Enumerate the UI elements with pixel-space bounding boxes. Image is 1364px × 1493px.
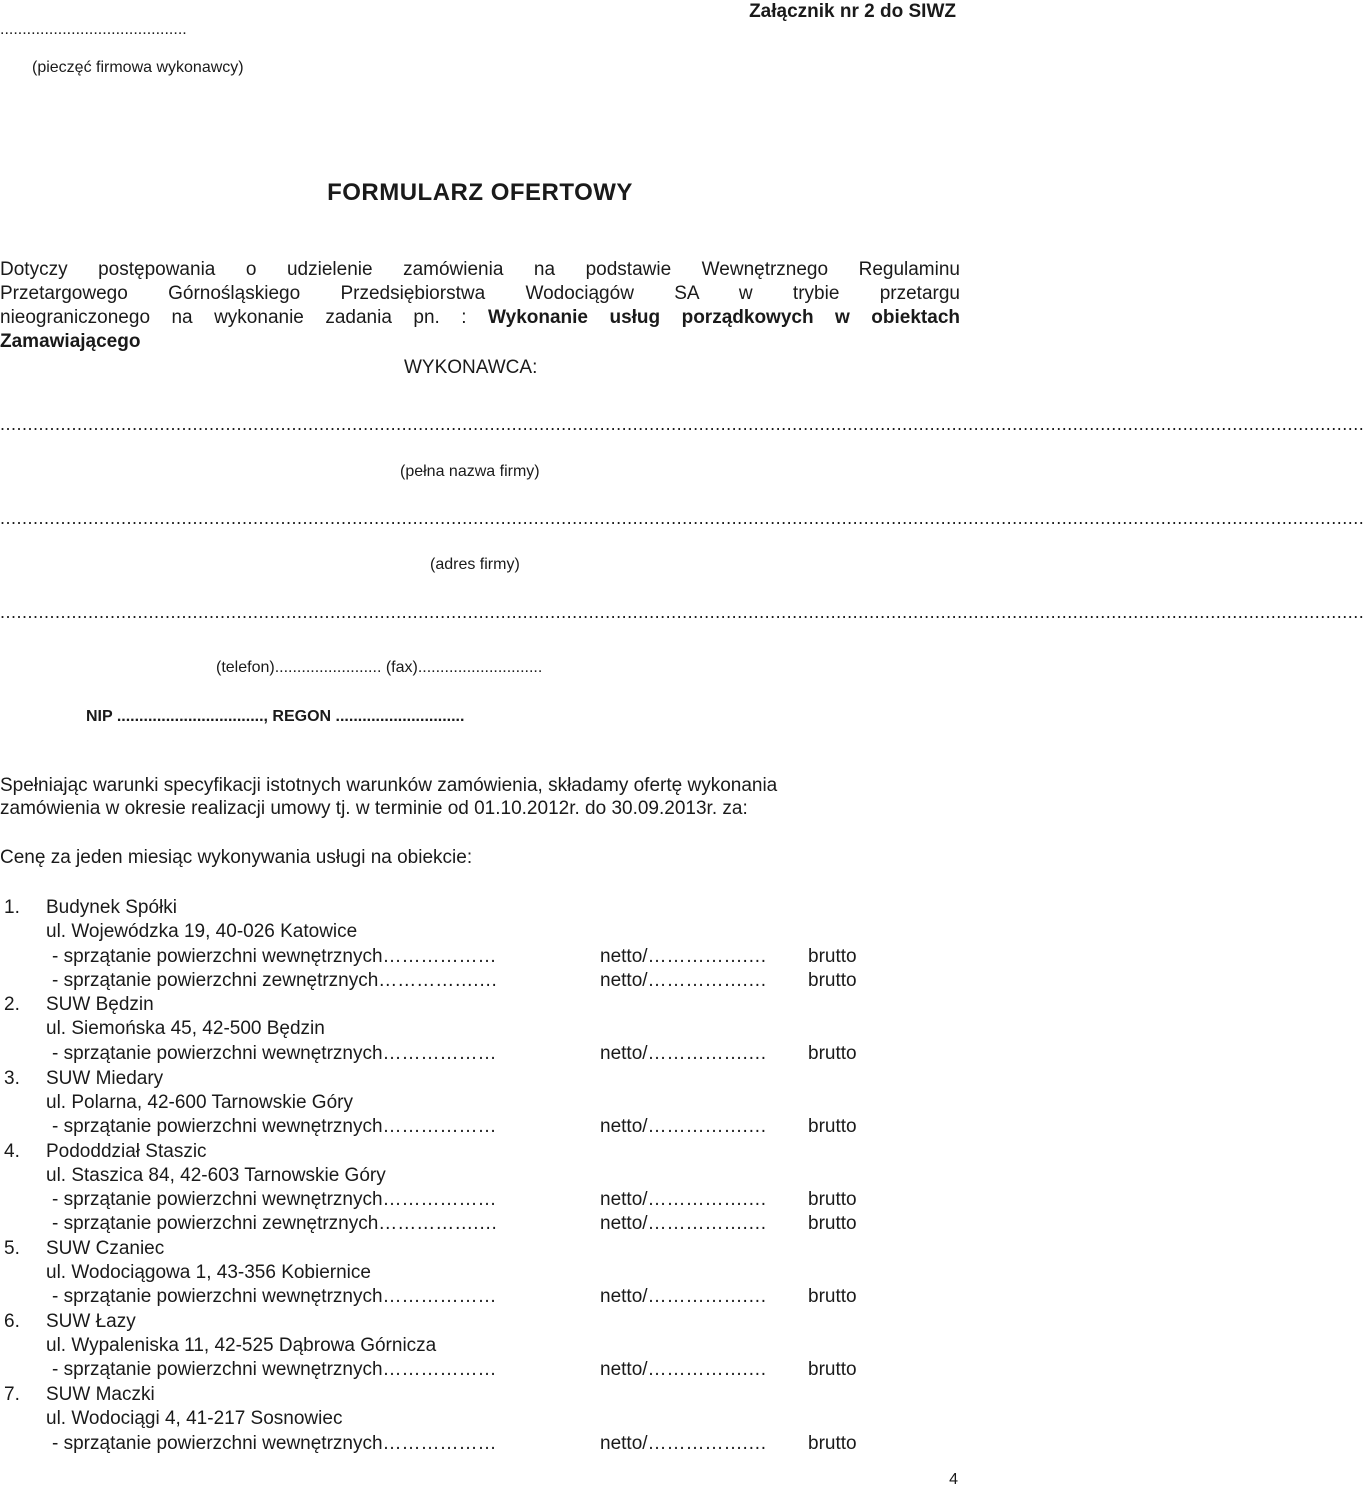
nip-regon-line[interactable]: NIP ................................., REGON ............................. [86, 708, 465, 725]
object-number: 7. [4, 1384, 20, 1405]
stamp-label: (pieczęć firmowa wykonawcy) [32, 59, 244, 76]
brutto-label: brutto [808, 1433, 857, 1454]
netto-field[interactable]: netto/…………….… [600, 1189, 767, 1210]
object-address: ul. Staszica 84, 42-603 Tarnowskie Góry [46, 1165, 386, 1186]
intro-line-3 [0, 306, 960, 330]
firm-extra-field[interactable]: ........................................................................................................................................................................................................................................................ [0, 602, 1364, 622]
object-number: 4. [4, 1141, 20, 1162]
service-exterior: - sprzątanie powierzchni zewnętrznych…………….… [52, 1213, 498, 1234]
netto-field[interactable]: netto/…………….… [600, 1286, 767, 1307]
offer-line-1: Spełniając warunki specyfikacji istotnych warunków zamówienia, składamy ofertę wykonania [0, 775, 778, 796]
brutto-label: brutto [808, 1189, 857, 1210]
object-address: ul. Siemońska 45, 42-500 Będzin [46, 1018, 325, 1039]
attachment-label: Załącznik nr 2 do SIWZ [749, 1, 956, 22]
object-address: ul. Wodociągowa 1, 43-356 Kobiernice [46, 1262, 371, 1283]
stamp-dots: .......................................... [0, 21, 187, 38]
object-number: 1. [4, 897, 20, 918]
service-interior: - sprzątanie powierzchni wewnętrznych……………… [52, 1433, 497, 1454]
phone-fax-line[interactable]: (telefon)........................ (fax)............................ [216, 659, 543, 676]
object-address: ul. Wodociągi 4, 41-217 Sosnowiec [46, 1408, 343, 1429]
object-name: SUW Miedary [46, 1068, 164, 1089]
brutto-label: brutto [808, 1116, 857, 1137]
object-name: Pododdział Staszic [46, 1141, 207, 1162]
object-address: ul. Wojewódzka 19, 40-026 Katowice [46, 921, 358, 942]
object-name: SUW Maczki [46, 1384, 155, 1405]
netto-field[interactable]: netto/…………….… [600, 946, 767, 967]
service-interior: - sprzątanie powierzchni wewnętrznych……………… [52, 1043, 497, 1064]
object-name: SUW Łazy [46, 1311, 136, 1332]
object-name: Budynek Spółki [46, 897, 177, 918]
service-exterior: - sprzątanie powierzchni zewnętrznych…………….… [52, 970, 498, 991]
brutto-label: brutto [808, 1043, 857, 1064]
offer-line-2: zamówienia w okresie realizacji umowy tj. w terminie od 01.10.2012r. do 30.09.2013r. za: [0, 798, 748, 819]
object-address: ul. Wypaleniska 11, 42-525 Dąbrowa Górnicza [46, 1335, 437, 1356]
service-interior: - sprzątanie powierzchni wewnętrznych……………… [52, 1189, 497, 1210]
netto-field[interactable]: netto/…………….… [600, 1116, 767, 1137]
task-name: Wykonanie usług porządkowych w obiektach [488, 307, 960, 328]
netto-field[interactable]: netto/…………….… [600, 1433, 767, 1454]
object-address: ul. Polarna, 42-600 Tarnowskie Góry [46, 1092, 353, 1113]
brutto-label: brutto [808, 1213, 857, 1234]
price-heading: Cenę za jeden miesiąc wykonywania usługi na obiekcie: [0, 847, 473, 868]
netto-field[interactable]: netto/…………….… [600, 1213, 767, 1234]
contractor-label: WYKONAWCA: [404, 357, 538, 378]
service-interior: - sprzątanie powierzchni wewnętrznych……………… [52, 1359, 497, 1380]
service-interior: - sprzątanie powierzchni wewnętrznych……………… [52, 946, 497, 967]
object-name: SUW Będzin [46, 994, 154, 1015]
intro-line-3-text: nieograniczonego na wykonanie zadania pn. : [0, 307, 489, 328]
object-number: 6. [4, 1311, 20, 1332]
page-number: 4 [949, 1471, 958, 1488]
brutto-label: brutto [808, 1286, 857, 1307]
firm-address-label: (adres firmy) [430, 556, 520, 573]
firm-address-field[interactable]: ........................................................................................................................................................................................................................................................ [0, 508, 1364, 528]
object-number: 3. [4, 1068, 20, 1089]
intro-line-1: Dotyczy postępowania o udzielenie zamówienia na podstawie Wewnętrznego Regulaminu [0, 259, 960, 280]
brutto-label: brutto [808, 970, 857, 991]
brutto-label: brutto [808, 946, 857, 967]
intro-line-2: Przetargowego Górnośląskiego Przedsiębiorstwa Wodociągów SA w trybie przetargu [0, 283, 960, 304]
netto-field[interactable]: netto/…………….… [600, 1359, 767, 1380]
brutto-label: brutto [808, 1359, 857, 1380]
service-interior: - sprzątanie powierzchni wewnętrznych……………… [52, 1286, 497, 1307]
firm-name-field[interactable]: ........................................................................................................................................................................................................................................................ [0, 414, 1364, 434]
service-interior: - sprzątanie powierzchni wewnętrznych……………… [52, 1116, 497, 1137]
object-number: 2. [4, 994, 20, 1015]
object-name: SUW Czaniec [46, 1238, 165, 1259]
object-number: 5. [4, 1238, 20, 1259]
netto-field[interactable]: netto/…………….… [600, 1043, 767, 1064]
firm-name-label: (pełna nazwa firmy) [400, 463, 540, 480]
netto-field[interactable]: netto/…………….… [600, 970, 767, 991]
intro-line-4: Zamawiającego [0, 331, 141, 352]
page-title: FORMULARZ OFERTOWY [327, 179, 633, 206]
